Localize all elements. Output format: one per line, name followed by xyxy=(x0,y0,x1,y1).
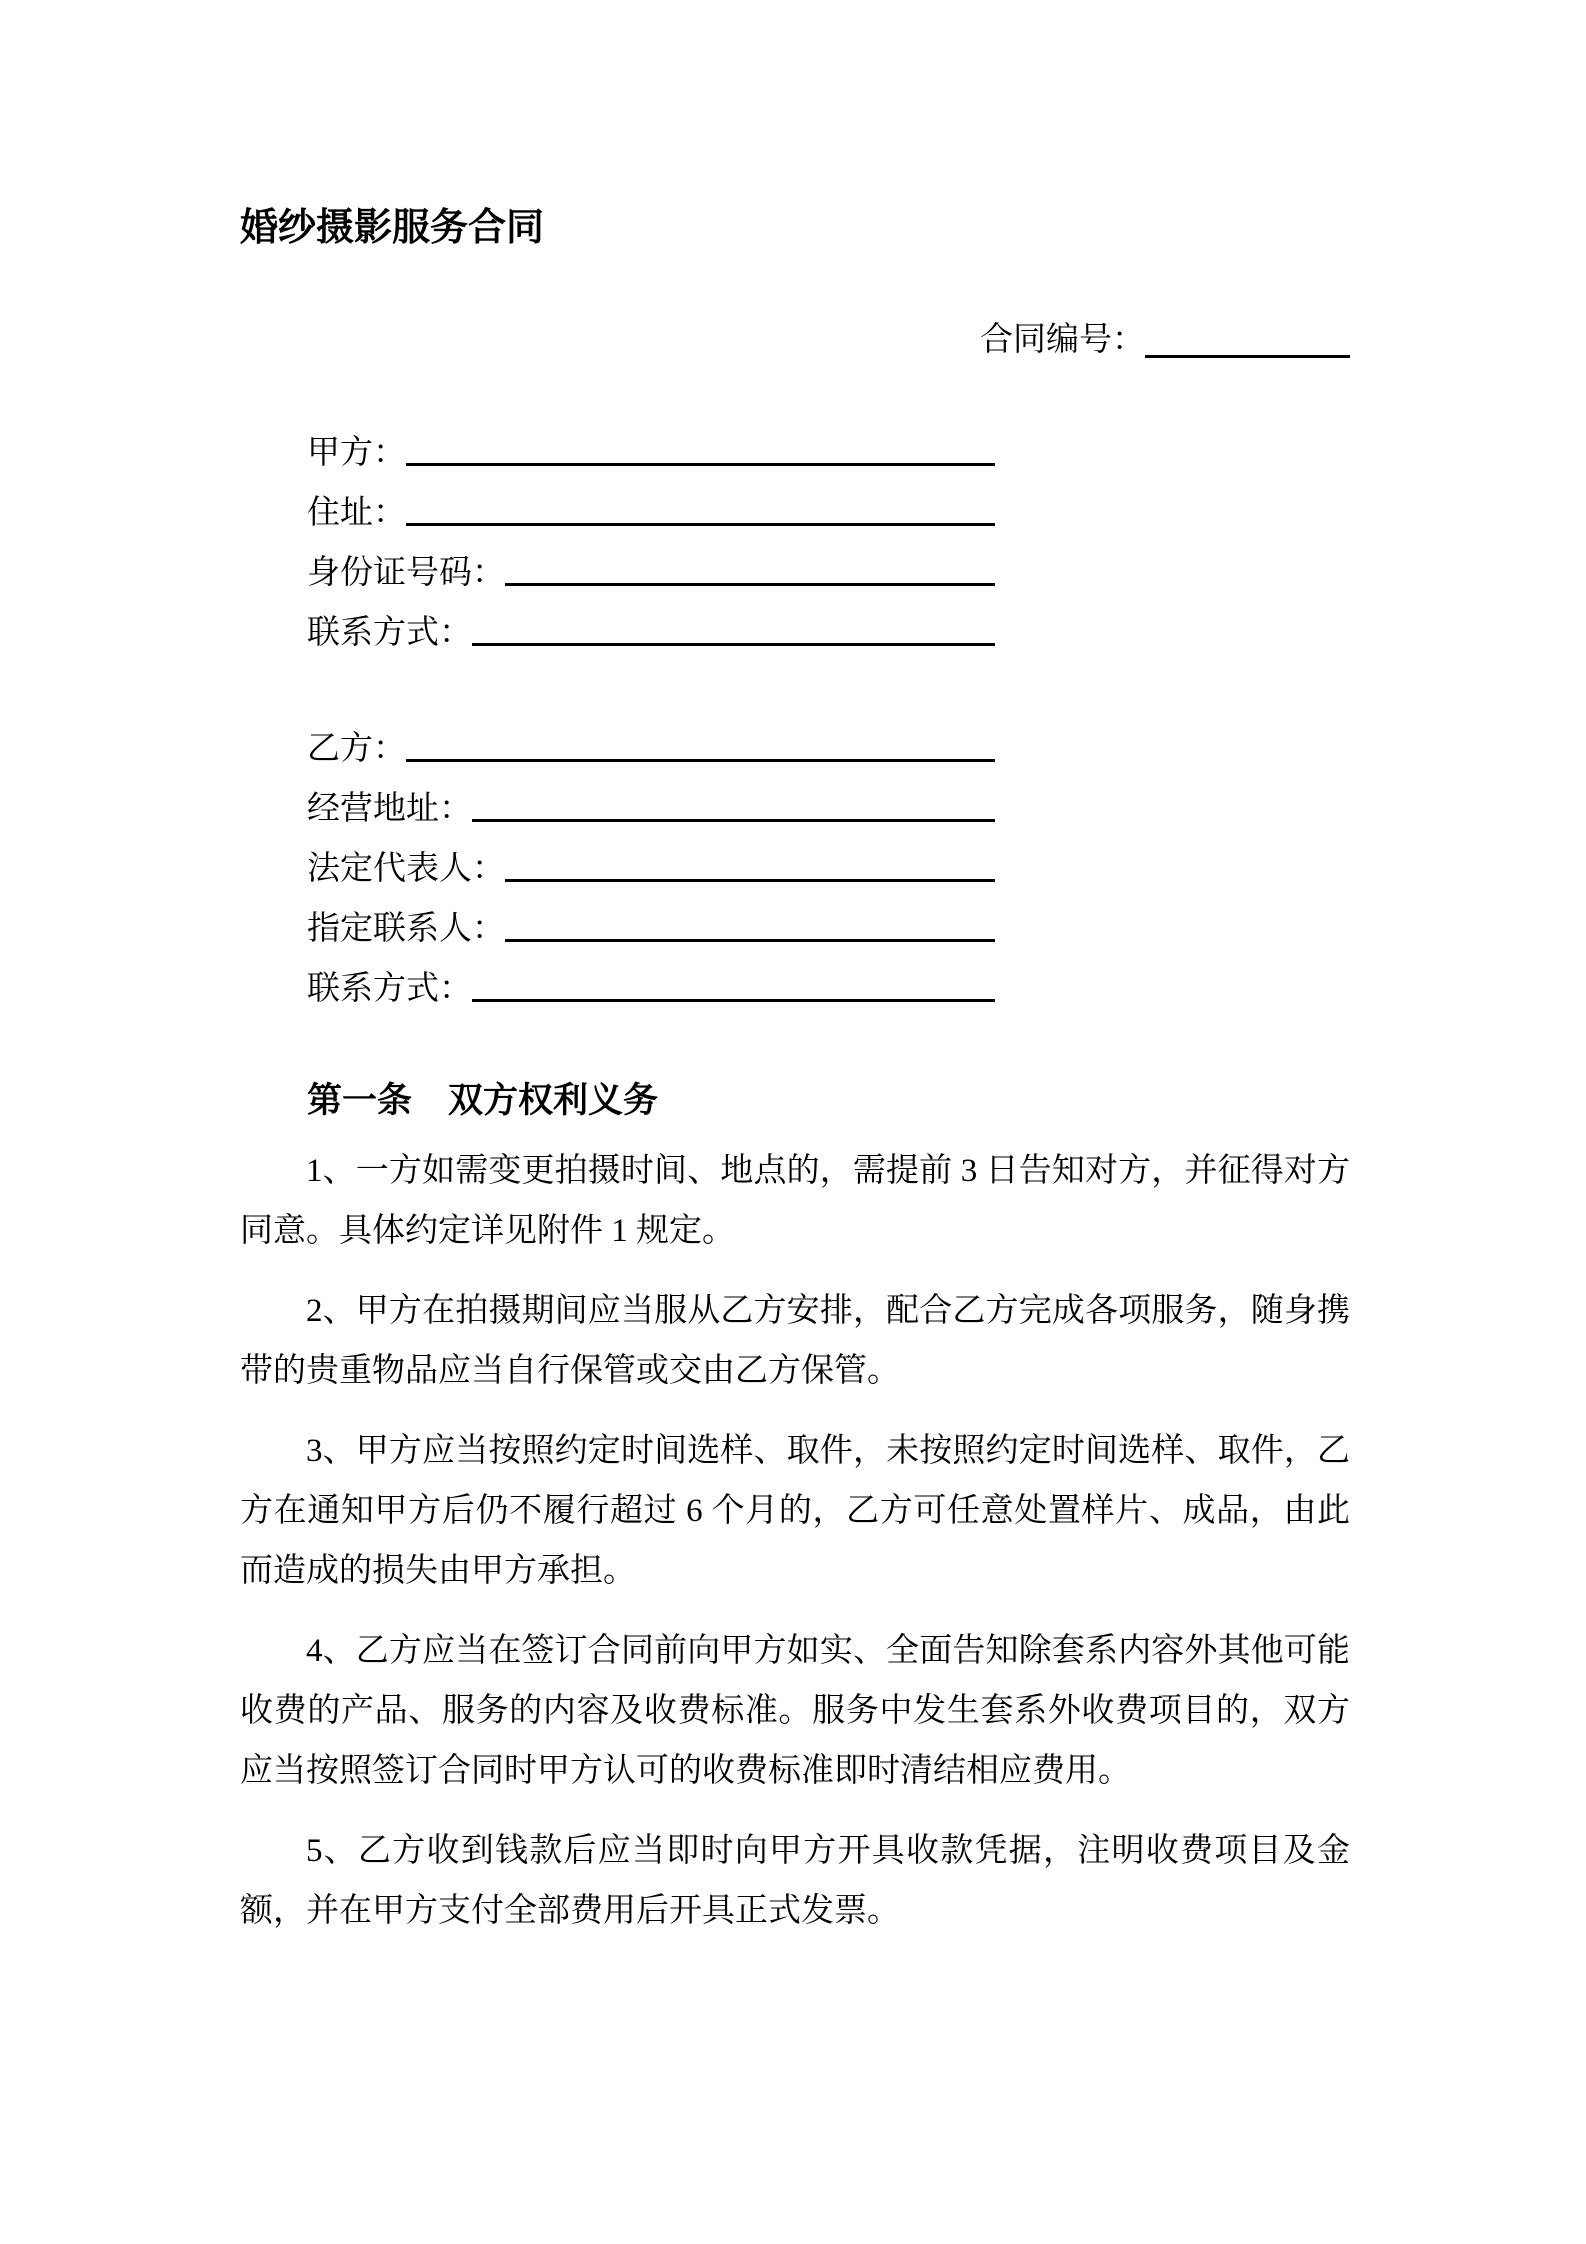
party-a-address-label: 住址： xyxy=(307,495,406,531)
party-a-id-number-row xyxy=(307,555,995,591)
clause-4: 4、乙方应当在签订合同前向甲方如实、全面告知除套系内容外其他可能收费的产品、服务的内容及收费标准。服务中发生套系外收费项目的，双方应当按照签订合同时甲方认可的收费标准即时清结相应费用。 xyxy=(240,1633,1350,1789)
article-1-heading xyxy=(307,1081,658,1121)
party-b-name-row xyxy=(307,731,995,767)
clause-3: 3、甲方应当按照约定时间选样、取件，未按照约定时间选样、取件，乙方在通知甲方后仍不履行超过 6 个月的，乙方可任意处置样片、成品，由此而造成的损失由甲方承担。 xyxy=(240,1433,1350,1589)
party-b-designated-contact-row xyxy=(307,911,995,947)
clause-1: 1、一方如需变更拍摄时间、地点的，需提前 3 日告知对方，并征得对方同意。具体约定详见附件 1 规定。 xyxy=(240,1153,1350,1249)
contract-number-row xyxy=(980,322,1350,358)
party-b-business-address-blank[interactable] xyxy=(472,792,995,822)
party-b-legal-representative-blank[interactable] xyxy=(505,852,995,882)
party-b-contact-row xyxy=(307,971,995,1007)
party-b-contact-label: 联系方式： xyxy=(307,971,472,1007)
party-b-business-address-label: 经营地址： xyxy=(307,791,472,827)
party-b-designated-contact-label: 指定联系人： xyxy=(307,911,505,947)
party-a-name-label: 甲方： xyxy=(307,435,406,471)
article-1-clauses xyxy=(240,1141,1350,1961)
article-1-title: 双方权利义务 xyxy=(448,1081,659,1120)
party-a-contact-label: 联系方式： xyxy=(307,615,472,651)
party-b-legal-representative-label: 法定代表人： xyxy=(307,851,505,887)
party-a-address-blank[interactable] xyxy=(406,496,995,526)
party-b-name-blank[interactable] xyxy=(406,732,995,762)
party-b-business-address-row xyxy=(307,791,995,827)
party-a-id-number-label: 身份证号码： xyxy=(307,555,505,591)
party-a-address-row xyxy=(307,495,995,531)
clause-2: 2、甲方在拍摄期间应当服从乙方安排，配合乙方完成各项服务，随身携带的贵重物品应当自行保管或交由乙方保管。 xyxy=(240,1293,1350,1389)
party-a-contact-row xyxy=(307,615,995,651)
party-b-designated-contact-blank[interactable] xyxy=(505,912,995,942)
party-b-contact-blank[interactable] xyxy=(472,972,995,1002)
party-b-name-label: 乙方： xyxy=(307,731,406,767)
party-b-legal-representative-row xyxy=(307,851,995,887)
contract-number-blank[interactable] xyxy=(1145,322,1350,358)
party-a-name-row xyxy=(307,435,995,471)
contract-number-label: 合同编号： xyxy=(980,322,1145,358)
article-1-number: 第一条 xyxy=(307,1081,413,1120)
clause-5: 5、乙方收到钱款后应当即时向甲方开具收款凭据，注明收费项目及金额，并在甲方支付全部费用后开具正式发票。 xyxy=(240,1833,1350,1929)
party-a-contact-blank[interactable] xyxy=(472,616,995,646)
party-a-name-blank[interactable] xyxy=(406,436,995,466)
document-title: 婚纱摄影服务合同 xyxy=(240,207,545,249)
party-a-id-number-blank[interactable] xyxy=(505,556,995,586)
